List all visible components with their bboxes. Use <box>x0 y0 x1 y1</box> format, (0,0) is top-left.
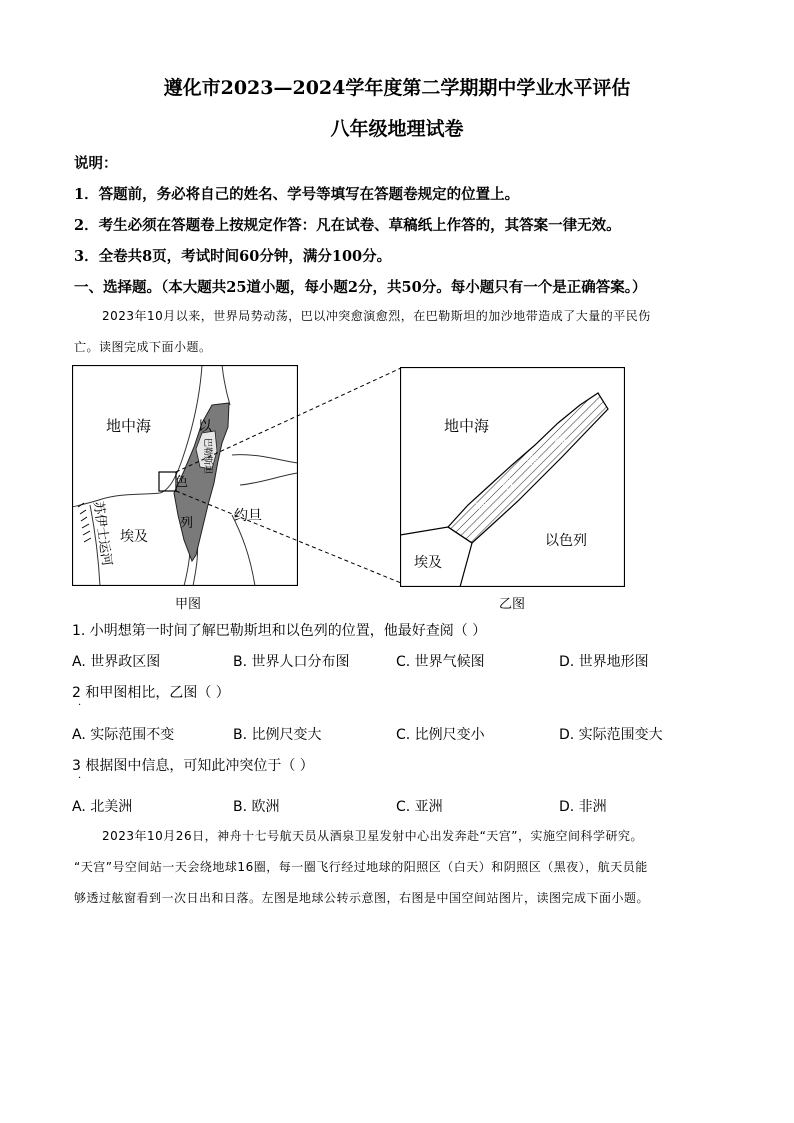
label-gaza-3: 地 <box>524 452 545 473</box>
label-egypt: 埃及 <box>120 529 148 545</box>
question-3-option-b: B. 欧洲 <box>233 799 280 815</box>
question-2-option-d: D. 实际范围变大 <box>559 727 663 743</box>
question-2-option-c: C. 比例尺变小 <box>396 727 485 743</box>
label-gaza-2: 沙 <box>498 474 519 495</box>
passage-2-line-1: 2023年10月26日，神舟十七号航天员从酒泉卫星发射中心出发奔赴“天宫”，实施空间科学研究。 <box>102 829 644 843</box>
question-3-stem: 3 根据图中信息，可知此冲突位于（ ） <box>72 758 314 774</box>
label-israel-b: 以色列 <box>545 533 587 549</box>
label-gaza-4: 带 <box>550 430 571 451</box>
instruction-item: 1．答题前，务必将自己的姓名、学号等填写在答题卷规定的位置上。 <box>74 186 520 203</box>
label-egypt-b: 埃及 <box>414 555 442 571</box>
passage-2-line-3: 够透过舷窗看到一次日出和日落。左图是地球公转示意图，右图是中国空间站图片，读图完成下面小题。 <box>74 891 650 905</box>
question-2-option-b: B. 比例尺变大 <box>233 727 322 743</box>
zoom-connector <box>170 365 410 587</box>
section-title: 一、选择题。（本大题共25道小题，每小题2分，共50分。每小题只有一个是正确答案。） <box>74 279 647 296</box>
label-suez-canal: 苏伊士运河 <box>90 500 114 567</box>
question-2-option-a: A. 实际范围不变 <box>72 727 175 743</box>
instruction-item: 2．考生必须在答题卷上按规定作答：凡在试卷、草稿纸上作答的，其答案一律无效。 <box>74 217 621 234</box>
stray-dot: · <box>78 773 82 784</box>
question-1-option-a: A. 世界政区图 <box>72 654 161 670</box>
question-1-stem: 1. 小明想第一时间了解巴勒斯坦和以色列的位置，他最好查阅（ ） <box>72 623 487 639</box>
exam-subtitle: 八年级地理试卷 <box>330 118 464 140</box>
question-3-option-d: D. 非洲 <box>559 799 607 815</box>
question-3-option-c: C. 亚洲 <box>396 799 443 815</box>
question-2-stem: 2 和甲图相比，乙图（ ） <box>72 685 230 701</box>
passage-1-line-1: 2023年10月以来，世界局势动荡，巴以冲突愈演愈烈，在巴勒斯坦的加沙地带造成了大量的平民伤 <box>102 309 651 323</box>
question-3-option-a: A. 北美洲 <box>72 799 133 815</box>
label-palestine: 巴勒斯坦 <box>202 438 212 475</box>
question-1-option-c: C. 世界气候图 <box>396 654 485 670</box>
label-gaza-1: 加 <box>472 496 493 517</box>
question-1-option-d: D. 世界地形图 <box>559 654 649 670</box>
map-b-caption: 乙图 <box>499 597 526 612</box>
question-1-option-b: B. 世界人口分布图 <box>233 654 350 670</box>
instructions-heading: 说明： <box>74 155 118 172</box>
stray-dot: · <box>78 700 82 711</box>
map-b <box>400 367 625 587</box>
map-a-caption: 甲图 <box>175 597 202 612</box>
label-jordan: 约旦 <box>234 508 262 524</box>
passage-2-line-2: “天宫”号空间站一天会绕地球16圈，每一圈飞行经过地球的阳照区（白天）和阴照区（黑夜），航天员能 <box>74 860 648 874</box>
label-israel-3: 列 <box>180 516 194 531</box>
label-israel-1: 以 <box>198 419 212 435</box>
gaza-strip-shape <box>448 393 608 543</box>
exam-title: 遵化市2023—2024学年度第二学期期中学业水平评估 <box>163 77 631 99</box>
instruction-item: 3．全卷共8页，考试时间60分钟，满分100分。 <box>74 248 392 265</box>
label-israel-2: 色 <box>175 475 189 490</box>
label-mediterranean: 地中海 <box>106 417 152 435</box>
passage-1-line-2: 亡。读图完成下面小题。 <box>74 340 212 354</box>
label-mediterranean-b: 地中海 <box>444 417 490 435</box>
